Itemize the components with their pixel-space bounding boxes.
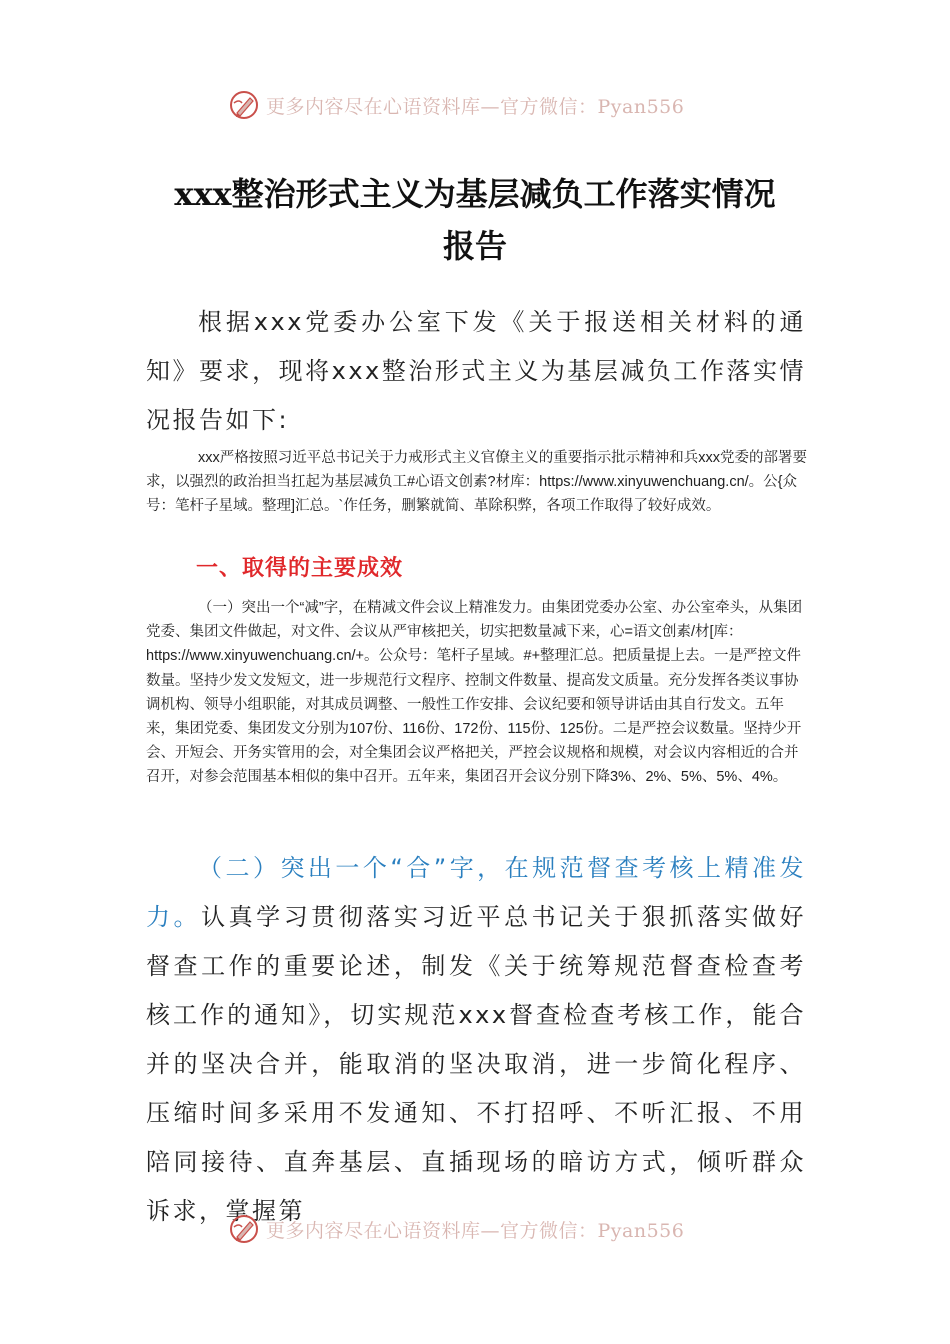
item1-paragraph: （一）突出一个“减”字，在精减文件会议上精准发力。由集团党委办公室、办公室牵头，从集团党委、集团文件做起，对文件、会议从严审核把关，切实把数量减下来，心=语文创素/材[库：https://www.xinyuwenchuang.cn/+。公众号：笔杆子星域。#+整理汇总。把质量提上去。一是严控文件数量。坚持少发文发短文，进一步规范行文程序、控制文件数量、提高发文质量。充分发挥各类议事协调机构、领导小组职能，对其成员调整、一般性工作安排、会议纪要和领导讲话由其自行发文。五年来，集团党委、集团发文分别为107份、116份、172份、115份、125份。二是严控会议数量。坚持少开会、开短会、开务实管用的会，对全集团会议严格把关，严控会议规格和规模，对会议内容相近的合并召开，对参会范围基本相似的集中召开。五年来，集团召开会议分别下降3%、2%、5%、5%、4%。 [146, 600, 803, 786]
banner-text: 更多内容尽在心语资料库—官方微信：Pyan556 [266, 1219, 685, 1242]
intro-paragraph: 根据xxx党委办公室下发《关于报送相关材料的通知》要求，现将xxx整治形式主义为基层减负工作落实情况报告如下: [146, 308, 806, 434]
section-heading: 一、取得的主要成效 [196, 556, 404, 581]
pen-logo-icon [228, 1213, 260, 1245]
item2-heading: （二）突出一个“合”字，在规范督查考核上精准发力。 [146, 854, 806, 931]
pen-logo-icon [228, 89, 260, 121]
header-banner[interactable] [228, 88, 684, 122]
summary-paragraph: xxx严格按照习近平总书记关于力戒形式主义官僚主义的重要指示批示精神和兵xxx党委的部署要求，以强烈的政治担当扛起为基层减负工#心语文创素?材库：https://www.xinyuwenchuang.cn/。公{众号：笔杆子星域。整理]汇总。`作任务，删繁就简、革除积弊，各项工作取得了较好成效。 [146, 450, 807, 515]
banner-text: 更多内容尽在心语资料库—官方微信：Pyan556 [266, 95, 685, 118]
item2-body: 认真学习贯彻落实习近平总书记关于狠抓落实做好督查工作的重要论述，制发《关于统筹规范督查检查考核工作的通知》，切实规范xxx督查检查考核工作，能合并的坚决合并，能取消的坚决取消，进一步简化程序、压缩时间多采用不发通知、不打招呼、不听汇报、不用陪同接待、直奔基层、直插现场的暗访方式，倾听群众诉求，掌握第 [146, 903, 807, 1225]
title-line-1: xxx整治形式主义为基层减负工作落实情况 [174, 175, 776, 213]
page-title [100, 168, 850, 272]
title-line-2: 报告 [442, 227, 507, 265]
footer-banner[interactable] [228, 1212, 684, 1246]
item2-paragraph [146, 844, 806, 1236]
